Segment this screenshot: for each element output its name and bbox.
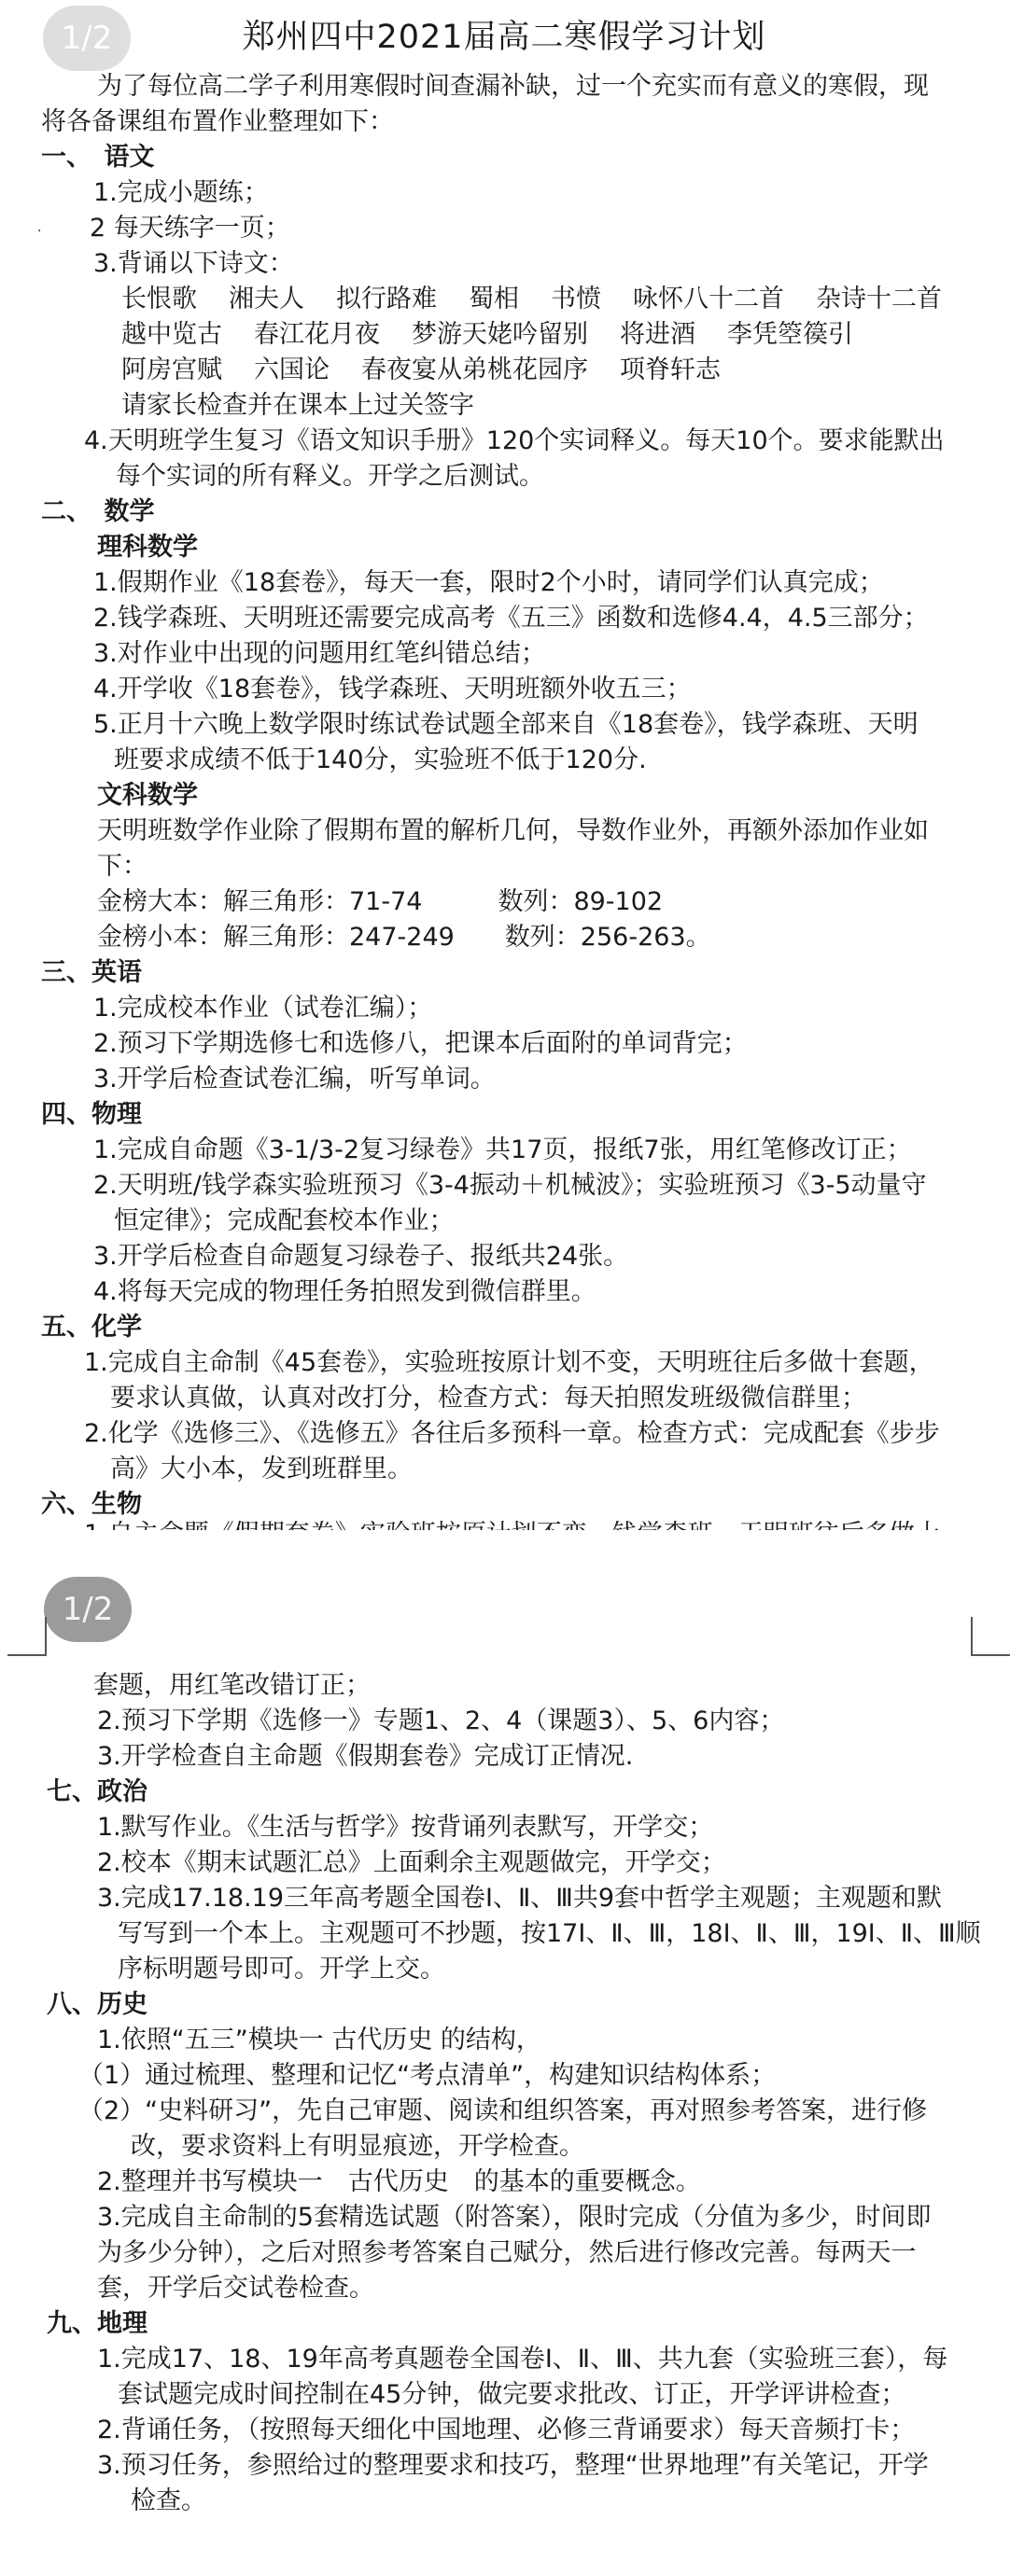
section-heading-chinese: 一、 语文 [41, 143, 155, 172]
list-item-continuation: 套试题完成时间控制在45分钟，做完要求批改、订正，开学评讲检查； [118, 2380, 906, 2409]
poem-title: 拟行路难 [336, 285, 437, 313]
list-item: 2 每天练字一页； [90, 214, 290, 243]
list-item-continuation: 每个实词的所有释义。开学之后测试。 [116, 462, 544, 491]
exercise-range: 金榜小本：解三角形：247-249 数列：256-263。 [97, 923, 711, 952]
section-heading-biology: 六、生物 [41, 1490, 142, 1519]
list-item: 3.预习任务，参照给过的整理要求和技巧，整理“世界地理”有关笔记，开学 [97, 2451, 929, 2480]
list-item: 1.默写作业。《生活与哲学》按背诵列表默写，开学交； [97, 1813, 714, 1842]
list-item: 1.完成自命题《3-1/3-2复习绿卷》共17页，报纸7张，用红笔修改订正； [93, 1135, 912, 1164]
list-item: 1.完成自主命制《45套卷》，实验班按原计划不变，天明班往后多做十套题， [84, 1348, 934, 1377]
poem-note: 请家长检查并在课本上过关签字 [121, 391, 474, 420]
section-heading-geography: 九、地理 [47, 2309, 147, 2338]
list-item: 3.对作业中出现的问题用红笔纠错总结； [93, 639, 546, 668]
poem-list-row [0, 353, 1008, 388]
section-heading-chemistry: 五、化学 [41, 1313, 142, 1342]
poem-title: 将进酒 [620, 320, 695, 349]
list-item: 3.开学后检查自命题复习绿卷子、报纸共24张。 [93, 1242, 629, 1271]
list-item: 1.完成小题练； [93, 178, 269, 207]
poem-title: 湘夫人 [229, 285, 304, 313]
poem-title: 阿房宫赋 [121, 355, 222, 384]
list-item: 3.开学后检查试卷汇编，听写单词。 [93, 1065, 496, 1093]
stray-dot: · [37, 224, 42, 239]
list-item: 2.预习下学期选修七和选修八，把课本后面附的单词背完； [93, 1029, 748, 1058]
section-heading-politics: 七、政治 [47, 1777, 147, 1806]
poem-title: 春夜宴从弟桃花园序 [361, 355, 588, 384]
poem-list-row [0, 282, 1008, 317]
list-item-continuation: 检查。 [131, 2486, 206, 2515]
list-item: 3.完成自主命制的5套精选试题（附答案），限时完成（分值为多少，时间即 [97, 2203, 932, 2232]
list-item-continuation: 序标明题号即可。开学上交。 [118, 1955, 445, 1984]
poem-title: 六国论 [254, 355, 330, 384]
document-body-page2 [0, 1668, 1008, 2519]
intro-line: 将各备课组布置作业整理如下： [41, 107, 394, 136]
list-item-continuation: 套题，用红笔改错订正； [93, 1671, 371, 1700]
poem-title: 越中览古 [121, 320, 222, 349]
list-item-continuation: 高》大小本，发到班群里。 [110, 1455, 413, 1483]
page-indicator-badge: 1/2 [44, 1577, 132, 1642]
list-item: 2.背诵任务，（按照每天细化中国地理、必修三背诵要求）每天音频打卡； [97, 2416, 916, 2444]
crop-corner-right [971, 1617, 1010, 1656]
poem-title: 李凭箜篌引 [727, 320, 853, 349]
document-title: 郑州四中2021届高二寒假学习计划 [242, 19, 766, 56]
list-item: 2.校本《期末试题汇总》上面剩余主观题做完，开学交； [97, 1848, 726, 1877]
list-item: 3.完成17.18.19三年高考题全国卷Ⅰ、Ⅱ、Ⅲ共9套中哲学主观题；主观题和默 [97, 1884, 943, 1913]
crop-corner-left [7, 1617, 47, 1656]
poem-title: 项脊轩志 [620, 355, 721, 384]
list-item: 1.完成17、18、19年高考真题卷全国卷Ⅰ、Ⅱ、Ⅲ、共九套（实验班三套），每 [97, 2345, 948, 2374]
list-item: 2.天明班/钱学森实验班预习《3-4振动＋机械波》；实验班预习《3-5动量守 [93, 1171, 927, 1200]
list-item-continuation: 写写到一个本上。主观题可不抄题，按17Ⅰ、Ⅱ、Ⅲ，18Ⅰ、Ⅱ、Ⅲ，19Ⅰ、Ⅱ、Ⅲ顺 [118, 1919, 981, 1948]
section-heading-history: 八、历史 [47, 1990, 147, 2019]
list-item: 2.化学《选修三》、《选修五》各往后多预科一章。检查方式：完成配套《步步 [84, 1419, 940, 1448]
poem-list-row [0, 317, 1008, 353]
list-item-continuation: 恒定律》；完成配套校本作业； [114, 1206, 455, 1235]
list-item: 2.钱学森班、天明班还需要完成高考《五三》函数和选修4.4，4.5三部分； [93, 604, 929, 633]
poem-title: 咏怀八十二首 [633, 285, 784, 313]
intro-line: 为了每位高二学子利用寒假时间查漏补缺，过一个充实而有意义的寒假，现 [97, 72, 929, 101]
list-item-continuation: 套，开学后交试卷检查。 [97, 2274, 374, 2303]
section-heading-physics: 四、物理 [41, 1100, 142, 1129]
list-item: 5.正月十六晚上数学限时练试卷试题全部来自《18套卷》，钱学森班、天明 [93, 710, 919, 739]
poem-title: 书愤 [551, 285, 601, 313]
list-item: 1.依照“五三”模块一 古代历史 的结构， [97, 2026, 541, 2054]
sub-list-item: （2）“史料研习”，先自己审题、阅读和组织答案，再对照参考答案，进行修 [78, 2096, 928, 2125]
subsection-heading-science-math: 理科数学 [97, 533, 198, 562]
list-item: 2.预习下学期《选修一》专题1、2、4（课题3）、5、6内容； [97, 1706, 785, 1735]
list-item: 1.完成校本作业（试卷汇编）； [93, 994, 433, 1023]
exercise-range: 金榜大本：解三角形：71-74 数列：89-102 [97, 887, 664, 916]
poem-title: 梦游天姥吟留别 [412, 320, 588, 349]
list-item: 3.开学检查自主命题《假期套卷》完成订正情况. [97, 1742, 634, 1771]
list-item-continuation: 为多少分钟），之后对照参考答案自己赋分，然后进行修改完善。每两天一 [97, 2238, 917, 2267]
list-item: 4.将每天完成的物理任务拍照发到微信群里。 [93, 1277, 596, 1306]
list-item-continuation: 班要求成绩不低于140分，实验班不低于120分. [114, 745, 647, 774]
poem-title: 杂诗十二首 [816, 285, 942, 313]
sub-list-item: （1）通过梳理、整理和记忆“考点清单”，构建知识结构体系； [78, 2061, 777, 2090]
subsection-heading-arts-math: 文科数学 [97, 781, 198, 810]
page-indicator-badge: 1/2 [43, 6, 131, 71]
document-body-page1 [0, 69, 1008, 1541]
poem-title: 蜀相 [469, 285, 519, 313]
list-item: 4.天明班学生复习《语文知识手册》120个实词释义。每天10个。要求能默出 [84, 426, 945, 455]
poem-title: 长恨歌 [121, 285, 197, 313]
section-heading-math: 二、 数学 [41, 497, 155, 526]
list-item-continuation: 改，要求资料上有明显痕迹，开学检查。 [131, 2132, 584, 2161]
list-item: 4.开学收《18套卷》，钱学森班、天明班额外收五三； [93, 675, 692, 703]
list-item: 3.背诵以下诗文： [93, 249, 294, 278]
paragraph-line: 下： [97, 852, 147, 881]
list-item: 1.假期作业《18套卷》，每天一套，限时2个小时，请同学们认真完成； [93, 568, 884, 597]
list-item-continuation: 要求认真做，认真对改打分，检查方式：每天拍照发班级微信群里； [110, 1384, 866, 1413]
paragraph-line: 天明班数学作业除了假期布置的解析几何，导数作业外，再额外添加作业如 [97, 816, 929, 845]
section-heading-english: 三、英语 [41, 958, 142, 987]
list-item: 2.整理并书写模块一 古代历史 的基本的重要概念。 [97, 2167, 701, 2196]
poem-title: 春江花月夜 [254, 320, 380, 349]
